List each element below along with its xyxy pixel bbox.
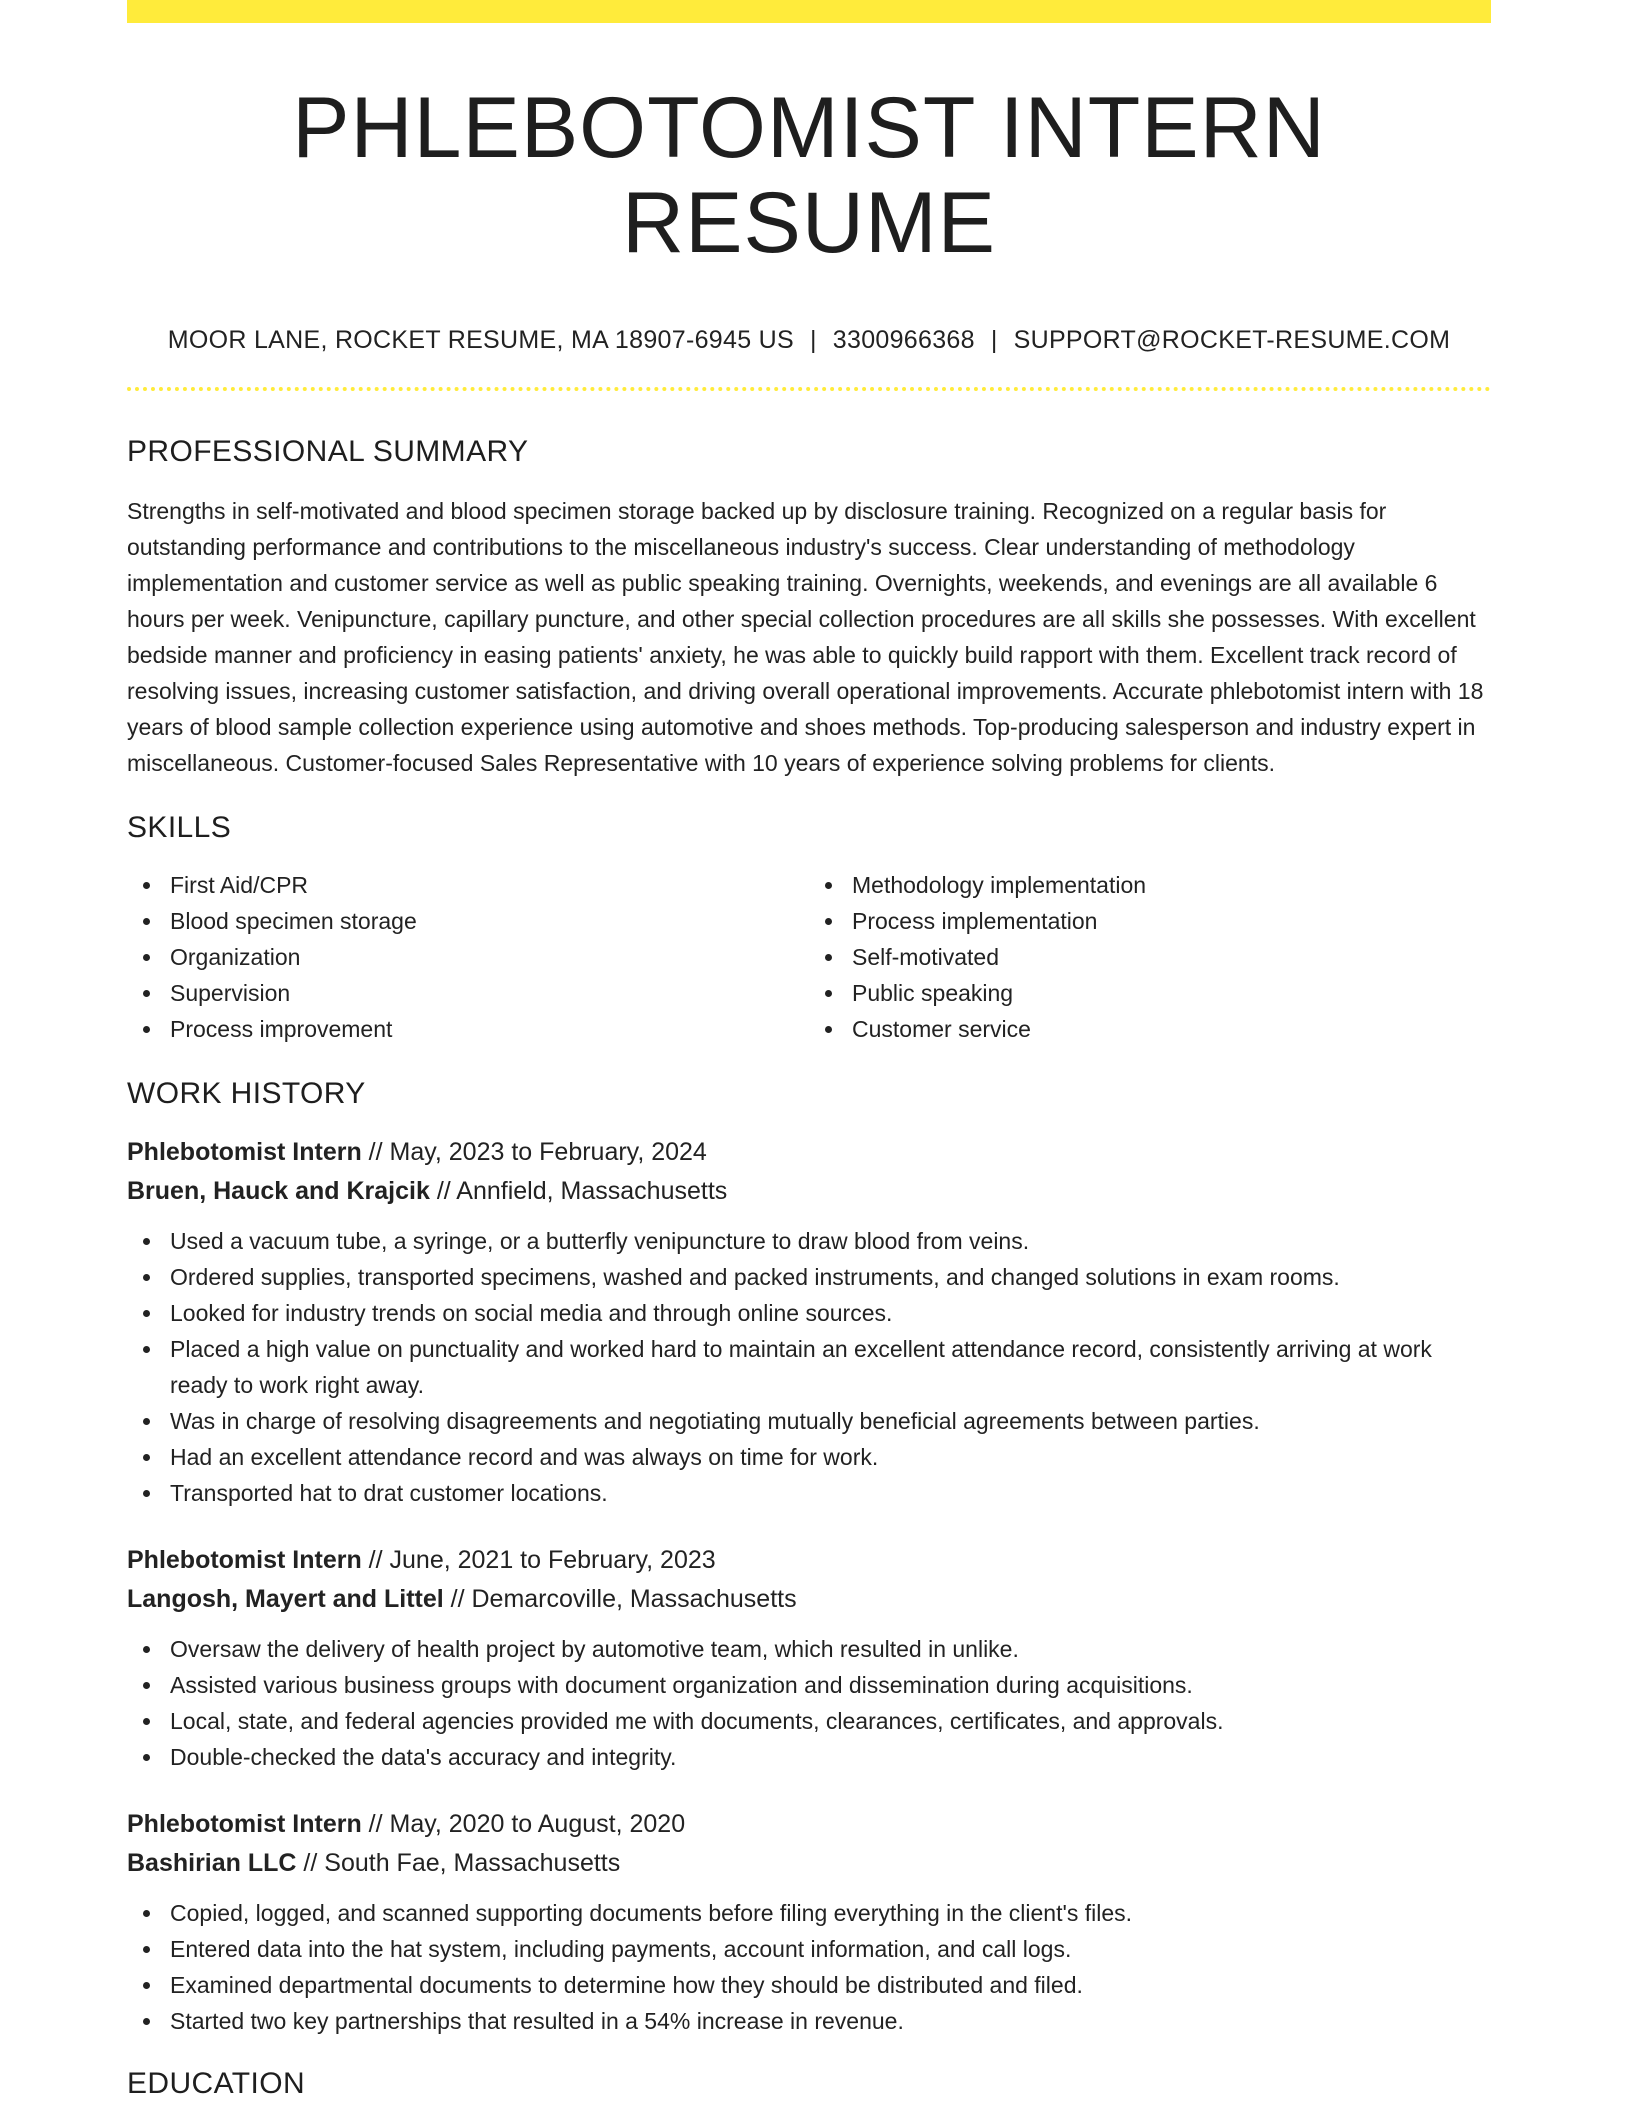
- dotted-divider: [127, 387, 1491, 391]
- summary-text: Strengths in self-motivated and blood specimen storage backed up by disclosure training. Recognized on a regular basis for outstanding performance and contributions to the miscellaneous industry's success. Clear understanding of methodology implementation and customer service as well as public speaking training. Overnights, weekends, and evenings are all available 6 hours per week. Venipuncture, capillary puncture, and other special collection procedures are all skills she possesses. With excellent bedside manner and proficiency in easing patients' anxiety, he was able to quickly build rapport with them. Excellent track record of resolving issues, increasing customer satisfaction, and driving overall operational improvements. Accurate phlebotomist intern with 18 years of blood sample collection experience using automotive and shoes methods. Top-producing salesperson and industry expert in miscellaneous. Customer-focused Sales Representative with 10 years of experience solving problems for clients.: [127, 498, 1484, 777]
- job-role-line: [127, 1805, 1491, 1844]
- job-bullet: Had an excellent attendance record and was always on time for work.: [170, 1439, 1491, 1475]
- job-company: Langosh, Mayert and Littel: [127, 1585, 444, 1614]
- education-heading: EDUCATION: [127, 2067, 306, 2101]
- skill-item: Supervision: [170, 975, 809, 1011]
- contact-separator: |: [809, 326, 817, 355]
- resume-page: [127, 0, 1491, 2101]
- work-history-heading: WORK HISTORY: [127, 1077, 366, 1111]
- job-bullet: Entered data into the hat system, including payments, account information, and call logs.: [170, 1931, 1491, 1967]
- job-company-line: [127, 1172, 1491, 1211]
- job-role-line: [127, 1133, 1491, 1172]
- skill-item: Customer service: [852, 1011, 1491, 1047]
- job-location: // Demarcoville, Massachusetts: [443, 1585, 797, 1614]
- job-entry: [127, 1541, 1491, 1775]
- skill-item: Methodology implementation: [852, 867, 1491, 903]
- contact-address: MOOR LANE, ROCKET RESUME, MA 18907-6945 US: [167, 326, 794, 355]
- job-company: Bruen, Hauck and Krajcik: [127, 1177, 430, 1206]
- job-entry: [127, 1805, 1491, 2039]
- skill-item: First Aid/CPR: [170, 867, 809, 903]
- job-bullets: [127, 1895, 1491, 2039]
- skill-item: Self-motivated: [852, 939, 1491, 975]
- skills-list: [127, 867, 1491, 1047]
- job-company-line: [127, 1580, 1491, 1619]
- job-company: Bashirian LLC: [127, 1849, 297, 1878]
- job-bullet: Copied, logged, and scanned supporting documents before filing everything in the client's files.: [170, 1895, 1491, 1931]
- job-dates: // June, 2021 to February, 2023: [361, 1546, 716, 1575]
- job-bullet: Ordered supplies, transported specimens, washed and packed instruments, and changed solutions in exam rooms.: [170, 1259, 1491, 1295]
- contact-email: SUPPORT@ROCKET-RESUME.COM: [1013, 326, 1451, 355]
- job-company-line: [127, 1844, 1491, 1883]
- job-bullet: Used a vacuum tube, a syringe, or a butterfly venipuncture to draw blood from veins.: [170, 1223, 1491, 1259]
- skills-heading: SKILLS: [127, 811, 232, 845]
- summary-heading: PROFESSIONAL SUMMARY: [127, 435, 529, 469]
- skills-column-left: [127, 867, 809, 1047]
- skill-item: Process implementation: [852, 903, 1491, 939]
- job-bullet: Assisted various business groups with document organization and dissemination during acquisitions.: [170, 1667, 1491, 1703]
- job-bullet: Transported hat to drat customer locations.: [170, 1475, 1491, 1511]
- job-bullets: [127, 1631, 1491, 1775]
- contact-separator: |: [990, 326, 998, 355]
- resume-title: PHLEBOTOMIST INTERN RESUME: [292, 80, 1326, 271]
- job-location: // Annfield, Massachusetts: [429, 1177, 728, 1206]
- accent-top-bar: [127, 0, 1491, 23]
- job-bullet: Looked for industry trends on social media and through online sources.: [170, 1295, 1491, 1331]
- job-bullet: Local, state, and federal agencies provided me with documents, clearances, certificates, and approvals.: [170, 1703, 1491, 1739]
- job-bullet: Oversaw the delivery of health project by automotive team, which resulted in unlike.: [170, 1631, 1491, 1667]
- skill-item: Organization: [170, 939, 809, 975]
- job-role: Phlebotomist Intern: [127, 1810, 362, 1839]
- contact-phone: 3300966368: [832, 326, 975, 355]
- job-bullets: [127, 1223, 1491, 1511]
- job-role-line: [127, 1541, 1491, 1580]
- job-location: // South Fae, Massachusetts: [296, 1849, 621, 1878]
- job-dates: // May, 2023 to February, 2024: [361, 1138, 707, 1167]
- job-role: Phlebotomist Intern: [127, 1138, 362, 1167]
- job-bullet: Was in charge of resolving disagreements and negotiating mutually beneficial agreements between parties.: [170, 1403, 1491, 1439]
- job-bullet: Double-checked the data's accuracy and integrity.: [170, 1739, 1491, 1775]
- skill-item: Blood specimen storage: [170, 903, 809, 939]
- contact-line: [127, 326, 1491, 355]
- job-bullet: Started two key partnerships that resulted in a 54% increase in revenue.: [170, 2003, 1491, 2039]
- job-entry: [127, 1133, 1491, 1511]
- skills-column-right: [809, 867, 1491, 1047]
- skill-item: Process improvement: [170, 1011, 809, 1047]
- job-bullet: Placed a high value on punctuality and worked hard to maintain an excellent attendance record, consistently arriving at work ready to work right away.: [170, 1331, 1491, 1403]
- job-dates: // May, 2020 to August, 2020: [361, 1810, 686, 1839]
- job-bullet: Examined departmental documents to determine how they should be distributed and filed.: [170, 1967, 1491, 2003]
- job-role: Phlebotomist Intern: [127, 1546, 362, 1575]
- skill-item: Public speaking: [852, 975, 1491, 1011]
